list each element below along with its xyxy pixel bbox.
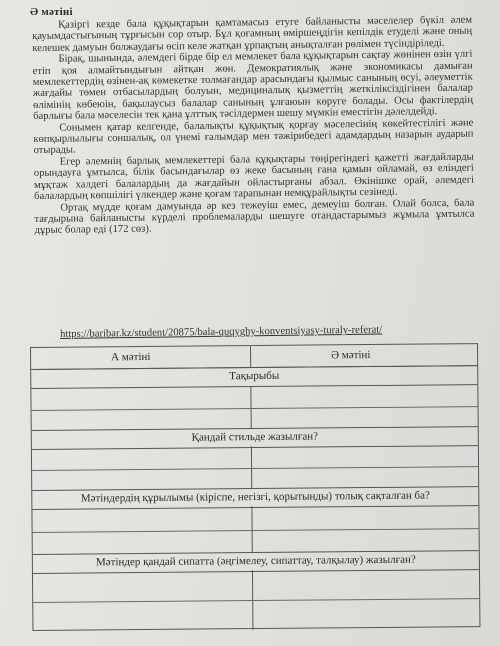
paragraph-3: Сонымен қатар келгенде, балалықты құқықтық қорғау мәселесінің көкейтестілігі және көпқырлылығы соншалық, ол үнемі ғалымдар мен тәжірибедегі адамдардың назарын аударып отырады. xyxy=(33,117,474,157)
answer-row-line xyxy=(32,406,478,411)
text-heading: Ә мәтіні xyxy=(30,6,73,18)
question-row xyxy=(32,426,478,450)
answer-row-line xyxy=(33,528,479,533)
question-label: Тақырыбы xyxy=(229,369,280,383)
question-label: Мәтіндер қандай сипатта (әңгімелеу, сипаттау, талқылау) жазылған? xyxy=(95,553,416,569)
question-row xyxy=(31,365,477,389)
question-row xyxy=(32,486,478,510)
paragraph-5: Ортақ мүдде қоғам дамуында әр кез тежеуіш емес, демеуіш болған. Олай болса, бала тағдырына байланысты күрделі проблемаларды шешуге отандастарымыз жұмыла ұмтылса дұрыс болар еді (172 сөз). xyxy=(34,197,475,237)
answer-row-line xyxy=(33,598,479,603)
source-link[interactable]: https://baribar.kz/student/20875/bala-quqyghy-konventsiyasy-turaly-referat/ xyxy=(60,324,383,340)
column-divider xyxy=(250,346,251,367)
paragraph-4: Егер әлемнің барлық мемлекеттері бала құқықтары төңірегіндегі қажетті жағдайларды орындауға ұмтылса, білік басындағылар өз жеке басының ғана қамын ойламай, өз еліндегі мұқтаж халдегі балалардың да жағдайын ойластырғаны абзал. Өкінішке орай, әлемдегі балалардың көпшілігі үлкендер және қоғам тарапынан немқұрайлықты сезінеді. xyxy=(33,151,475,203)
paragraph-1: Қазіргі кезде бала құқықтарын қамтамасыз етуге байланысты мәселелер бүкіл әлем қауымдастығының тұрғысын сор отыр. Бұл қоғамның өміршеңдігін кепілдік етуделі және оның келешек дамуын болжаудағы өсіп келе жатқан ұрпақтың анықталған рөлімен түсіндіріледі. xyxy=(32,14,473,54)
text-body xyxy=(32,15,475,237)
comparison-table xyxy=(30,343,480,631)
column-b-header: Ә мәтіні xyxy=(331,349,371,362)
column-a-header: А мәтіні xyxy=(111,350,151,364)
paragraph-2: Бірақ, шынында, әлемдегі бірде бір ел мемлекет бала құқықтарын сақтау жөнінен өзін үлгі етіп қоя алмайтындығын айтқан жөн. Демократиялық және экономикасы дамыған мемлекеттердің өзінен-ақ көмекетке толмағандар арасындағы қылмыс санының өсуі, әлеуметтік жағдайы төмен отбасылардың болуын, медициналық қызметтің жеткіліксіздігінен балалар өлімінің көбеюін, бақылаусыз балалар санының ұлғаюын көруге болады. Осы фактілердің барлығы бала мәселесін тек қана ұлттық тәсілдермен шешу мүмкін еместігін дәлелдейді. xyxy=(32,48,474,123)
question-row xyxy=(33,550,479,574)
question-label: Мәтіндердің құрылымы (кіріспе, негізгі, қорытынды) толық сақталған ба? xyxy=(80,489,430,505)
answer-row-line xyxy=(32,466,478,471)
question-label: Қандай стильде жазылған? xyxy=(191,430,319,444)
